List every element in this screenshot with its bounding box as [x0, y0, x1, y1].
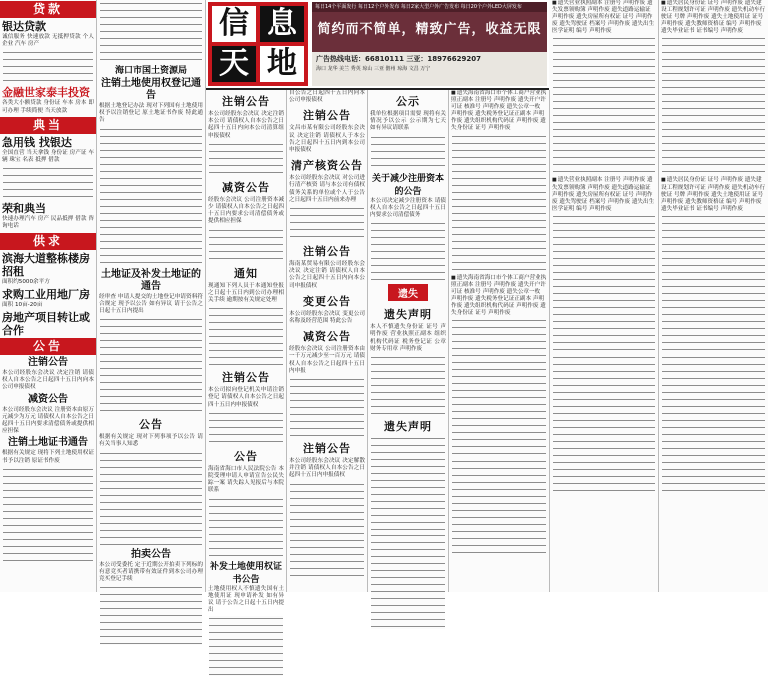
notice-title-land-reissue: 土地证及补发土地证的通告 — [101, 268, 201, 292]
notice-title-land-certificate: 注销土地证书通告 — [8, 437, 88, 449]
ad-title-urgent: 急用钱 找银达 — [2, 135, 72, 149]
notice-text: 本公司经股东会决议 决定注销本公司 请债权人自本公告之日起四十五日内向本公司清算组申报债权 — [208, 111, 284, 139]
notice-title: 注销公告 — [222, 371, 270, 385]
ad-body-filler — [3, 50, 93, 84]
section-pawn-header: 典当 — [0, 117, 96, 134]
notice-title: 注销公告 — [303, 245, 351, 259]
notice-title: 补发土地使用权证书公告 — [209, 561, 282, 585]
banner-advertisement — [312, 2, 547, 86]
lost-item: ■ 遗失居民身份证 证号 声明作废 遗失建设工程规划许可证 声明作废 遗失机动车行驶证 号牌 声明作废 遗失土地使用证 证号 声明作废 遗失教师资格证 编号 声明作废 遗失毕业证书 证书编号 声明作废 — [661, 177, 766, 212]
notice-text-deregistration: 本公司经股东会决议 决定注销 请债权人自本公告之日起四十五日内向本公司申报债权 — [2, 370, 94, 391]
text-body-filler — [209, 142, 283, 176]
text-body-filler — [452, 459, 546, 555]
column-land-notices — [97, 0, 206, 592]
text-body-filler — [209, 616, 283, 676]
text-body-filler — [100, 585, 202, 645]
lost-title: 遗失声明 — [384, 308, 432, 322]
column-lost-items-c — [659, 0, 768, 592]
lost-title: 遗失声明 — [384, 420, 432, 434]
notice-text-general: 根据有关规定 现对下列事项予以公告 请有关当事人知悉 — [99, 434, 203, 448]
ad-title-yinda: 银达贷款 — [2, 20, 46, 33]
notice-text: 经股东会决议 公司注册资本由一千万元减少至一百万元 请债权人自本公告之日起四十五日内申报 — [289, 346, 365, 374]
notice-text-public: 我单位根据项目需要 现将有关情况予以公示 公示期为七天 如有异议请联系 — [370, 111, 446, 132]
banner-contacts: 海口 龙华 美兰 秀英 琼山 三亚 儋州 琼海 文昌 万宁 — [316, 66, 431, 72]
ad-text-yinda: 诚信服务 快速放款 无抵押贷款 个人 企业 汽车 房产 — [2, 34, 94, 48]
text-body-filler — [371, 135, 445, 169]
notice-title-public: 公示 — [396, 95, 420, 108]
text-body-filler — [290, 482, 364, 578]
notice-title: 注销公告 — [222, 95, 270, 108]
notice-title: 通知 — [234, 266, 258, 280]
banner-slogan: 简约而不简单，精致广告，收益无限 — [317, 22, 542, 37]
column-ads — [0, 0, 97, 592]
section-notice-header: 公告 — [0, 338, 96, 355]
text-body-filler — [553, 36, 655, 176]
ad-text-urgent: 全国直营 当天拿钱 身份证 房产证 车辆 珠宝 名表 抵押 借款 — [2, 149, 94, 164]
ad-text-buy-land: 面积 10亩-20亩 — [2, 301, 43, 308]
notice-text: 土地使用权人不慎遗失国有土地使用证 现申请补发 如有异议 请于公告之日起十五日内提出 — [208, 585, 284, 614]
text-body-filler — [100, 127, 202, 267]
logo-char: 地 — [260, 46, 304, 82]
notice-title: 清产核资公告 — [291, 159, 363, 173]
section-supply-header: 供求 — [0, 233, 96, 250]
notice-text: 文昌市某有限公司经股东会决议 决定注销 请债权人于本公告之日起四十五日内到本公司申报债权 — [289, 125, 365, 154]
notice-title: 公告 — [234, 449, 258, 463]
notice-sub-bureau: 海口市国土资源局 — [114, 66, 187, 76]
notice-text-land-deregistration: 根据土地登记办法 现对下列国有土地使用权予以注销登记 原土地证书作废 特此通告 — [99, 103, 203, 124]
ad-text-rent: 面积约5000余平方 — [2, 278, 50, 285]
text-body-filler — [553, 214, 655, 354]
text-body-filler — [209, 306, 283, 366]
masthead-banner — [206, 0, 549, 90]
lost-item: ■ 遗失居民身份证 证号 声明作废 遗失建设工程规划许可证 声明作废 遗失机动车行驶证 号牌 声明作废 遗失土地使用证 证号 声明作废 遗失教师资格证 编号 声明作废 遗失毕业证书 证书编号 声明作废 — [661, 0, 766, 35]
ad-text-taifeng: 各类大小额贷款 身份证 车本 房本 即可办理 手续简便 当天放款 — [2, 100, 94, 114]
notice-title-land-deregistration: 注销土地使用权登记通告 — [101, 78, 201, 101]
notice-text-capital: 本公司决定减少注册资本 请债权人自本公告之日起四十五日内要求公司清偿债务 — [370, 197, 446, 219]
text-body-filler — [371, 436, 445, 532]
notice-title-capital: 关于减少注册资本的公告 — [371, 173, 444, 197]
text-body-filler — [662, 355, 765, 495]
ad-title-rent: 滨海大道整栋楼房招租 — [2, 251, 90, 278]
notice-text: 自公告之日起四十五日内向本公司申报债权 — [289, 90, 365, 104]
ad-title-buy-land: 求购工业用地厂房 — [2, 287, 90, 301]
notice-text-auction: 本公司受委托 定于近期公开拍卖下列标的 有意竞买者请携带有效证件到本公司办理竞买登记手续 — [99, 561, 203, 583]
column-lost-items-a — [449, 90, 550, 592]
logo-char: 息 — [260, 6, 304, 42]
notice-text-land-certificate: 根据有关规定 现将下列土地使用权证书予以注销 原证书作废 — [2, 450, 94, 464]
notice-text: 现通知下列人员于本通知登报之日起十五日内到公司办理相关手续 逾期按有关规定处理 — [208, 282, 284, 304]
lost-item: ■ 遗失营业执照副本 注册号 声明作废 遗失发票领购簿 声明作废 遗失道路运输证 声明作废 遗失房屋所有权证 证号 声明作废 遗失驾驶证 档案号 声明作废 遗失出生医学证明 编号 声明作废 — [552, 177, 656, 212]
lost-item: ■ 遗失海南省海口市个体工商户营业执照正副本 注册号 声明作废 遗失开户许可证 核准号 声明作废 遗失公章一枚 声明作废 遗失税务登记证正副本 声明作废 遗失组织机构代码证 声明作废 遗失身份证 证号 声明作废 — [451, 90, 547, 133]
text-body-filler — [100, 1, 202, 61]
text-body-filler — [100, 317, 202, 413]
notice-title: 变更公告 — [303, 294, 351, 308]
notice-text-land-reissue: 经审查 申请人提交的土地登记申请资料符合规定 现予以公告 如有异议 请于公告之日起十五日内提出 — [99, 293, 203, 315]
text-body-filler — [662, 214, 765, 354]
notice-text: 经股东会决议 公司注册资本减少 请债权人自本公告之日起四十五日内要求公司清偿债务或提供相应担保 — [208, 196, 284, 225]
column-notices-a — [206, 90, 287, 614]
notice-title-deregistration: 注销公告 — [28, 357, 68, 369]
text-body-filler — [452, 318, 546, 458]
notice-text: 海南某贸易有限公司经股东会决议 决定注销 请债权人自本公告之日起四十五日内向本公司申报债权 — [289, 261, 365, 289]
text-body-filler — [100, 451, 202, 547]
text-body-filler — [209, 411, 283, 445]
ad-body-filler — [3, 166, 93, 200]
text-body-filler — [371, 355, 445, 415]
section-lost-header: 遗失 — [388, 284, 428, 301]
ad-text-ronghe: 快速办理汽车 房产 民品抵押 借款 咨询电话 — [2, 216, 94, 230]
lost-item: ■ 遗失海南省海口市个体工商户营业执照正副本 注册号 声明作废 遗失开户许可证 核准号 声明作废 遗失公章一枚 声明作废 遗失税务登记证正副本 声明作废 遗失组织机构代码证 声明作废 遗失身份证 证号 声明作废 — [451, 275, 547, 318]
notice-title-general: 公告 — [139, 418, 163, 432]
lost-text: 本人不慎遗失身份证 证号 声明作废 营业执照正副本 组织机构代码证 税务登记证 公章 财务专用章 声明作废 — [370, 324, 446, 352]
text-body-filler — [209, 228, 283, 262]
notice-text: 本公司经股东会决议 对公司进行清产核资 请与本公司有债权债务关系的单位或个人于公告之日起四十五日内前来办理 — [289, 175, 365, 203]
text-body-filler — [371, 221, 445, 281]
text-body-filler — [662, 36, 765, 176]
ad-title-realestate: 房地产项目转让或合作 — [2, 311, 90, 338]
lost-item: ■ 遗失营业执照副本 注册号 声明作废 遗失发票领购簿 声明作废 遗失道路运输证 声明作废 遗失房屋所有权证 证号 声明作废 遗失驾驶证 档案号 声明作废 遗失出生医学证明 编号 声明作废 — [552, 0, 656, 35]
notice-title: 注销公告 — [303, 109, 351, 123]
notice-text: 本公司经股东会决议 变更公司名称及经营范围 特此公告 — [289, 310, 365, 325]
column-public-notices — [368, 90, 449, 592]
column-lost-items-b — [550, 0, 659, 592]
text-body-filler — [290, 206, 364, 240]
ad-title-taifeng: 金融世家泰丰投资 — [2, 86, 90, 100]
notice-title-auction: 拍卖公告 — [131, 548, 171, 560]
text-body-filler — [290, 377, 364, 437]
text-body-filler — [553, 355, 655, 495]
notice-body-filler — [3, 467, 93, 563]
text-body-filler — [209, 497, 283, 557]
banner-contact-box — [312, 52, 547, 86]
masthead-logo — [208, 2, 308, 86]
ad-title-ronghe: 荣和典当 — [2, 202, 46, 216]
notice-text: 海南省海口市人民法院公告 本院受理申请人申请宣告公民失踪一案 请失踪人见报后与本院联系 — [208, 465, 284, 494]
section-loan-header: 贷款 — [0, 1, 96, 18]
banner-hotline: 广告热线电话：66810111 三亚：18976629207 — [316, 55, 481, 63]
text-body-filler — [452, 134, 546, 274]
notice-title: 减资公告 — [303, 330, 351, 344]
banner-strip: 每日14个平面发行 每日12个户外发布 每日2家大型户外广告发布 每日20个户外LED大屏发布 — [312, 2, 547, 12]
logo-char: 信 — [212, 6, 256, 42]
notice-title: 减资公告 — [222, 180, 270, 194]
column-notices-b — [287, 90, 368, 592]
notice-title-capital-reduction: 减资公告 — [28, 393, 68, 405]
notice-text: 本公司拟向登记机关申请注销登记 请债权人自本公告之日起四十五日内申报债权 — [208, 387, 284, 408]
notice-text: 本公司经股东会决议 决定解散并注销 请债权人自本公告之日起四十五日内申报债权 — [289, 458, 365, 479]
logo-char: 天 — [212, 46, 256, 82]
notice-title: 注销公告 — [303, 442, 351, 456]
notice-text-capital-reduction: 本公司经股东会决议 注册资本由原万元减少为万元 请债权人自本公告之日起四十五日内要求清偿债务或提供相应担保 — [2, 406, 94, 435]
text-body-filler — [371, 533, 445, 629]
